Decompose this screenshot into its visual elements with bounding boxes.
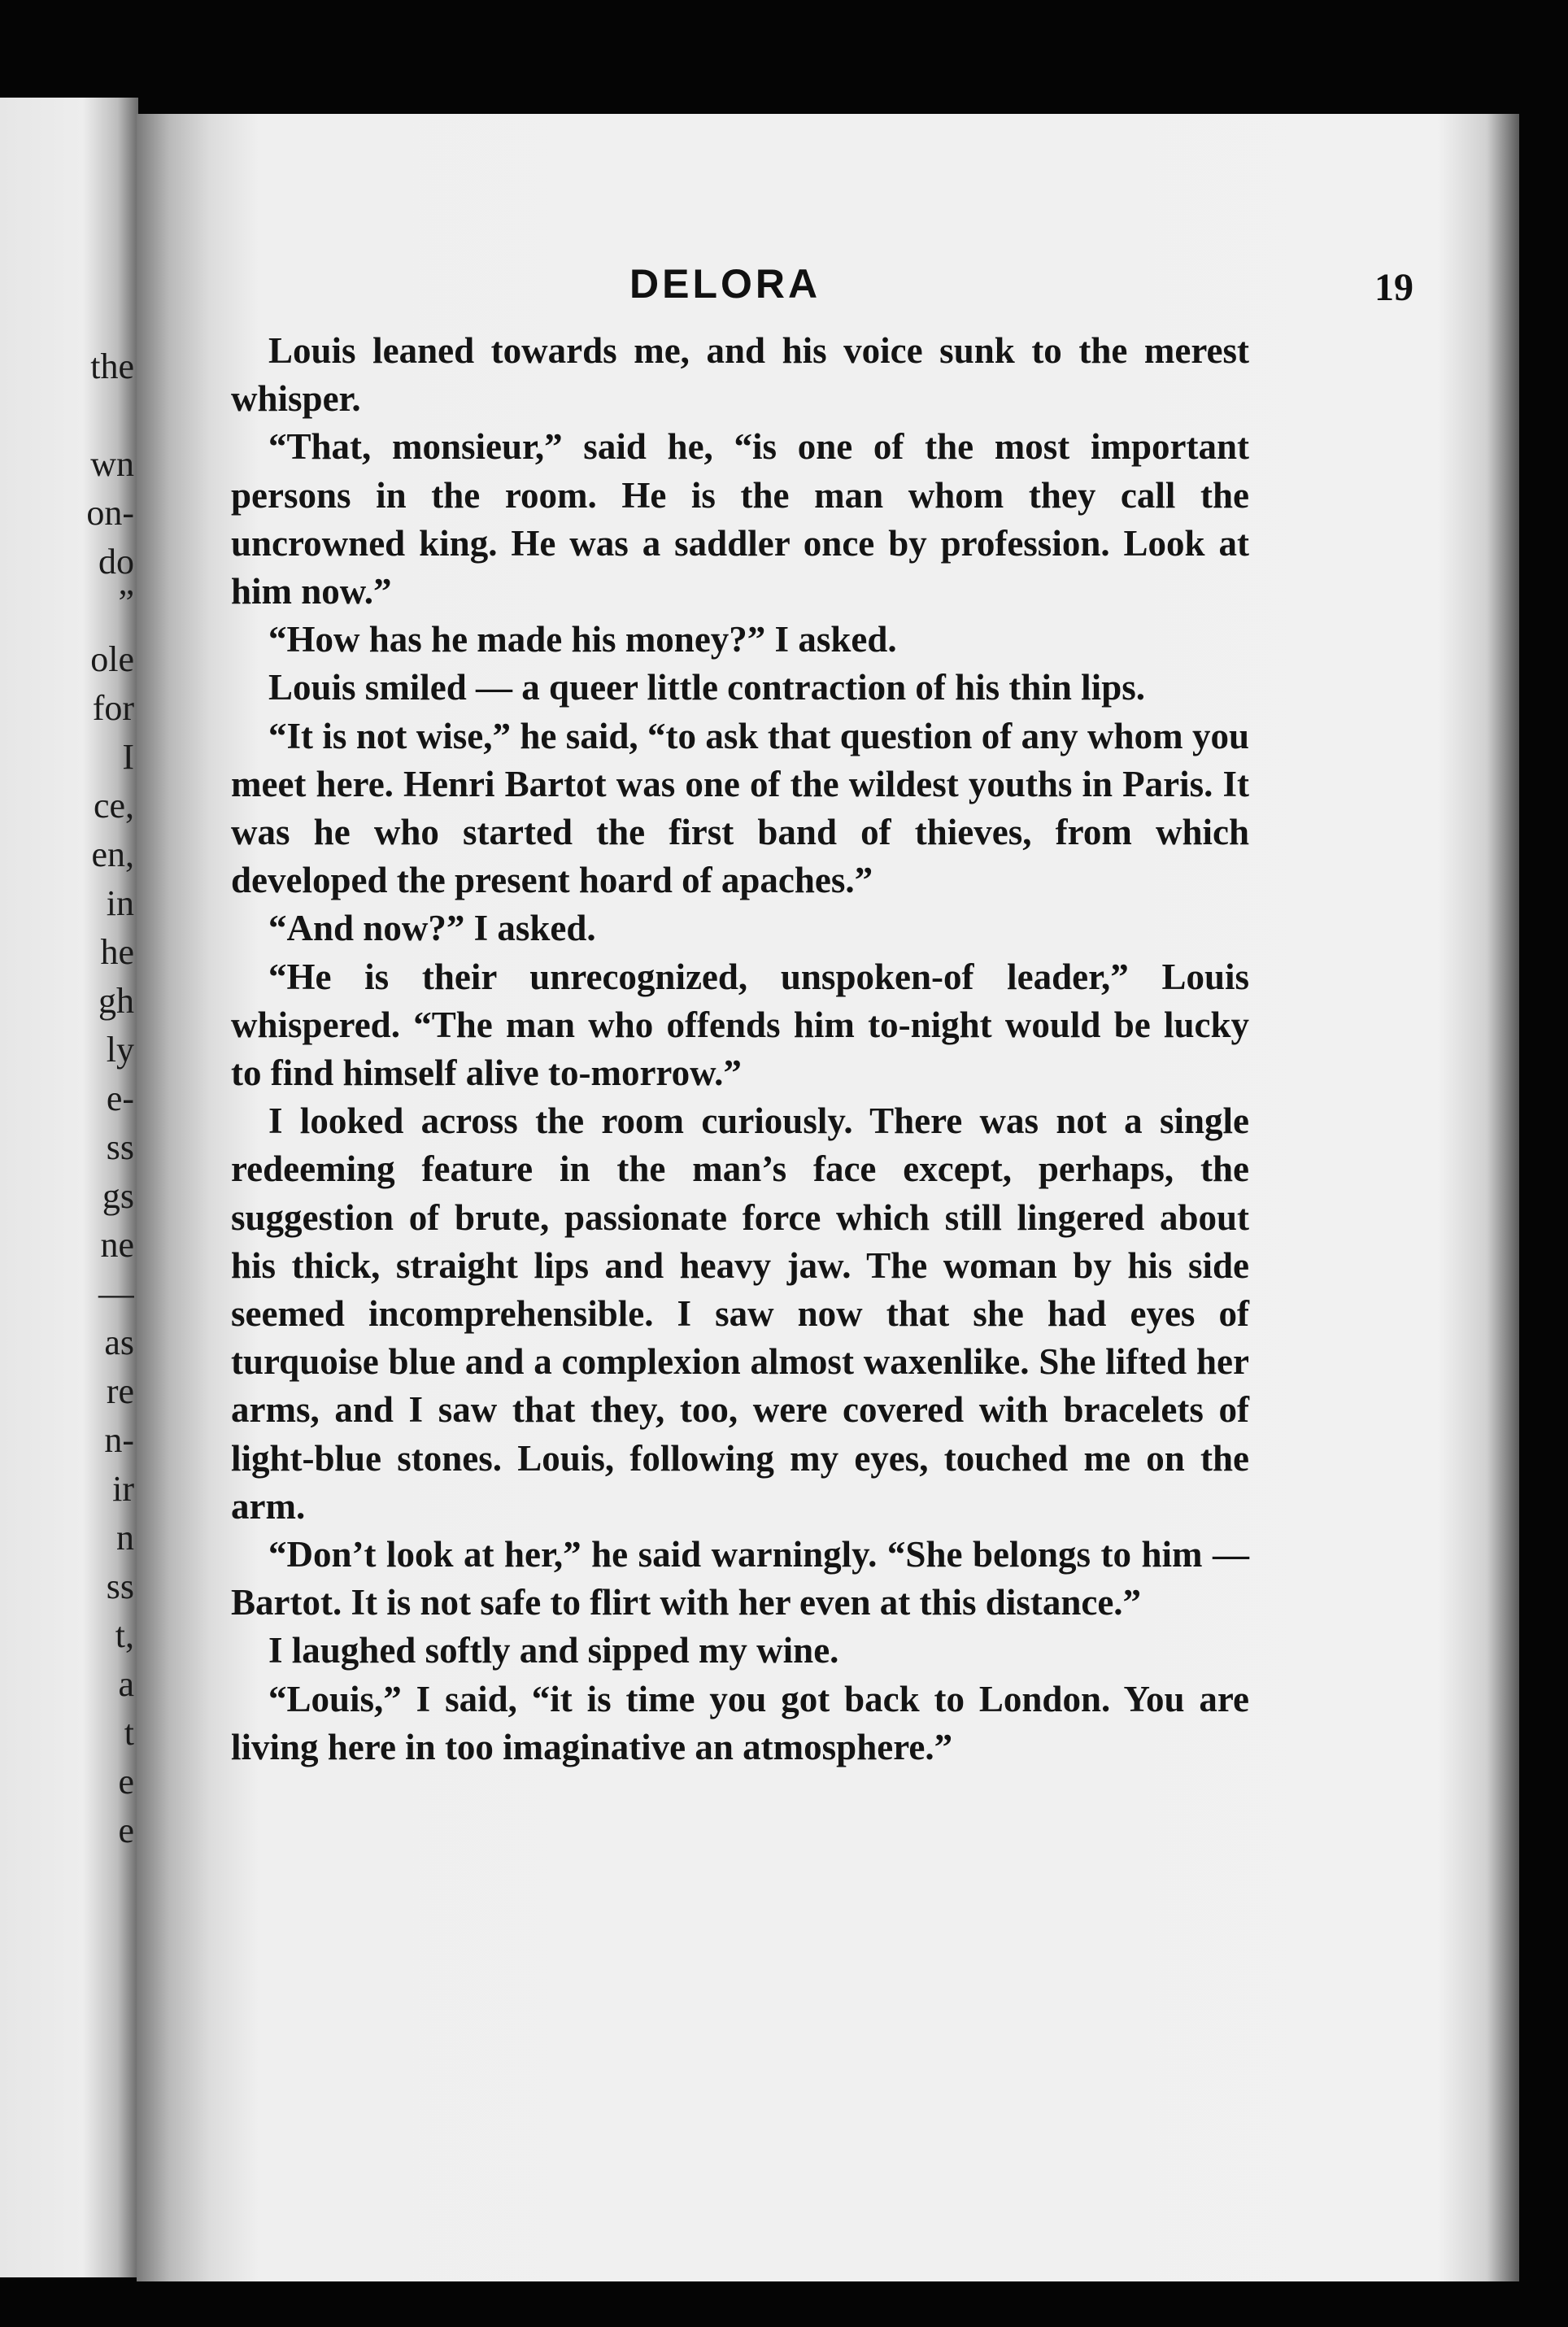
left-page-word: ly	[106, 1030, 134, 1070]
paragraph: Louis leaned towards me, and his voice sunk to the merest whisper.	[231, 330, 1249, 420]
left-page-word: re	[106, 1371, 134, 1411]
left-page-word: ss	[106, 1567, 134, 1606]
left-page-word: gh	[98, 981, 134, 1021]
paragraph: “That, monsieur,” said he, “is one of the most important persons in the room. He is the man whom they call the uncrowned king. He was a saddler once by profession. Look at him now.”	[231, 426, 1249, 612]
left-page-word: en,	[91, 834, 134, 874]
left-page-word: n-	[104, 1420, 134, 1460]
paragraph: I looked across the room curiously. There was not a single redeeming feature in the man’s face except, perhaps, the suggestion of brute, passionate force which still lingered about his thick, straight lips and heavy jaw. The woman by his side seemed incomprehensible. I saw now that she had eyes of turquoise blue and a complexion almost waxenlike. She lifted her arms, and I saw that they, too, were covered with bracelets of light-blue stones. Louis, following my eyes, touched me on the arm.	[231, 1100, 1249, 1527]
left-page-word: he	[100, 932, 134, 972]
paragraph: I laughed softly and sipped my wine.	[268, 1630, 839, 1671]
paragraph: “Don’t look at her,” he said warningly. “She belongs to him — Bartot. It is not safe to flirt with her even at this distance.”	[231, 1534, 1249, 1623]
left-page-fragment	[0, 98, 138, 2277]
left-page-word: wn	[90, 444, 134, 484]
left-page-word: e	[118, 1811, 134, 1850]
left-page-word: e-	[106, 1079, 134, 1118]
left-page-word: for	[92, 688, 134, 728]
body-text	[231, 327, 1249, 1771]
left-page-word: ”	[118, 582, 134, 622]
left-page-word: as	[104, 1323, 134, 1362]
paragraph: “It is not wise,” he said, “to ask that question of any whom you meet here. Henri Bartot was one of the wildest youths in Paris. It was he who started the first band of thieves, from which developed the present hoard of apaches.”	[231, 715, 1249, 901]
left-page-word: do	[98, 542, 134, 582]
left-page-word: t	[124, 1713, 134, 1753]
left-page-word: n	[116, 1518, 134, 1558]
left-page-word: a	[118, 1664, 134, 1704]
page-number: 19	[1374, 266, 1413, 309]
running-head: DELORA	[629, 261, 821, 307]
left-page-word: t,	[115, 1615, 134, 1655]
left-page-word: e	[118, 1762, 134, 1802]
left-page-word: ole	[90, 639, 134, 679]
left-page-word: the	[90, 346, 134, 386]
paragraph: Louis smiled — a queer little contraction of his thin lips.	[268, 667, 1145, 708]
paragraph: “And now?” I asked.	[268, 908, 596, 949]
left-page-word: ir	[112, 1469, 134, 1509]
left-page-word: gs	[102, 1176, 134, 1216]
paragraph: “Louis,” I said, “it is time you got back to London. You are living here in too imaginative an atmosphere.”	[231, 1678, 1249, 1767]
left-page-word: ss	[106, 1127, 134, 1167]
book-page	[137, 114, 1519, 2281]
left-page-word: on-	[86, 493, 134, 533]
left-page-word: I	[122, 737, 134, 777]
left-page-word: ne	[100, 1225, 134, 1265]
left-page-word: —	[98, 1274, 134, 1314]
left-page-word: in	[106, 883, 134, 923]
left-page-word: ce,	[93, 786, 134, 826]
page-header	[137, 260, 1519, 317]
paragraph: “How has he made his money?” I asked.	[268, 619, 897, 660]
paragraph: “He is their unrecognized, unspoken-of leader,” Louis whispered. “The man who offends him to-night would be lucky to find himself alive to-morrow.”	[231, 956, 1249, 1094]
